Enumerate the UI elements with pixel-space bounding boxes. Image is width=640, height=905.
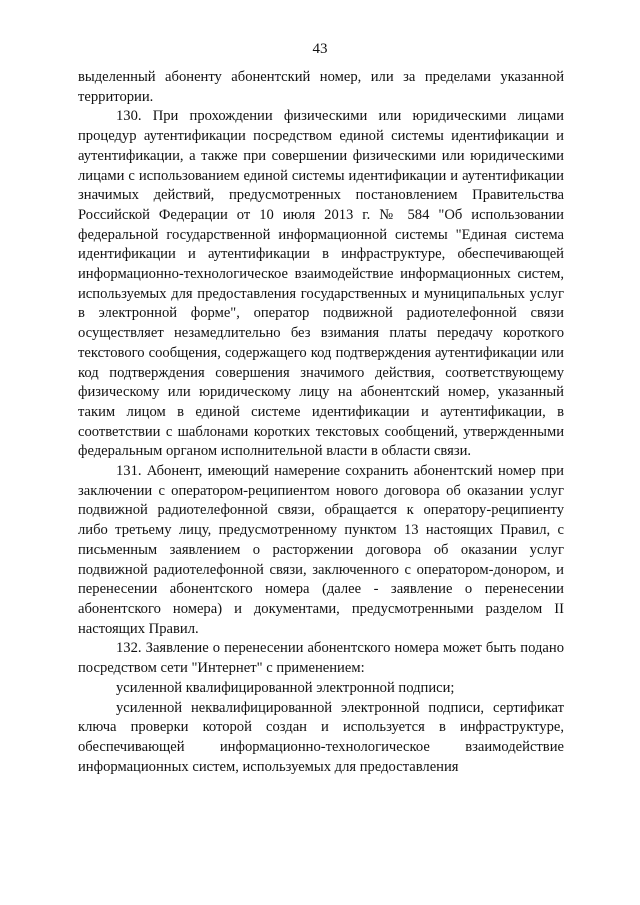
paragraph-131: 131. Абонент, имеющий намерение сохранить абонентский номер при заключении с оператором-реципиентом нового договора об оказании услуг подвижной радиотелефонной связи, обращается к оператору-реципиенту либо третьему лицу, предусмотренному пунктом 13 настоящих Правил, с письменным заявлением о расторжении договора об оказании услуг подвижной радиотелефонной связи, заключенного с оператором-донором, и перенесении абонентского номера (далее - заявление о перенесении абонентского номера) и документами, предусмотренными разделом II настоящих Правил. (78, 463, 564, 637)
list-item-qualified-signature: усиленной квалифицированной электронной подписи; (116, 679, 455, 696)
list-item-unqualified-signature: усиленной неквалифицированной электронной подписи, сертификат ключа проверки которой создан и используется в инфраструктуре, обеспечивающей информационно-технологическое взаимодействие информационных систем, используемых для предоставления (78, 699, 564, 775)
paragraph-continuation: выделенный абоненту абонентский номер, или за пределами указанной территории. (78, 69, 564, 105)
paragraph-130: 130. При прохождении физическими или юридическими лицами процедур аутентификации посредством единой системы идентификации и аутентификации, а также при совершении физическими или юридическими лицами с использованием единой системы идентификации и аутентификации значимых действий, предусмотренных постановлением Правительства Российской Федерации от 10 июля 2013 г. № 584 "Об использовании федеральной государственной информационной системы "Единая система идентификации и аутентификации в инфраструктуре, обеспечивающей информационно-технологическое взаимодействие информационных систем, используемых для предоставления государственных и муниципальных услуг в электронной форме", оператор подвижной радиотелефонной связи осуществляет незамедлительно без взимания платы передачу короткого текстового сообщения, содержащего код подтверждения аутентификации или код подтверждения совершения значимого действия, соответствующему физическому или юридическому лицу на абонентский номер, указанный таким лицом в единой системе идентификации и аутентификации, в соответствии с шаблонами коротких текстовых сообщений, утвержденными федеральным органом исполнительной власти в области связи. (78, 108, 564, 460)
paragraph-132: 132. Заявление о перенесении абонентского номера может быть подано посредством сети "Интернет" с применением: (78, 640, 564, 677)
document-body (78, 68, 564, 777)
page-number: 43 (312, 41, 328, 57)
